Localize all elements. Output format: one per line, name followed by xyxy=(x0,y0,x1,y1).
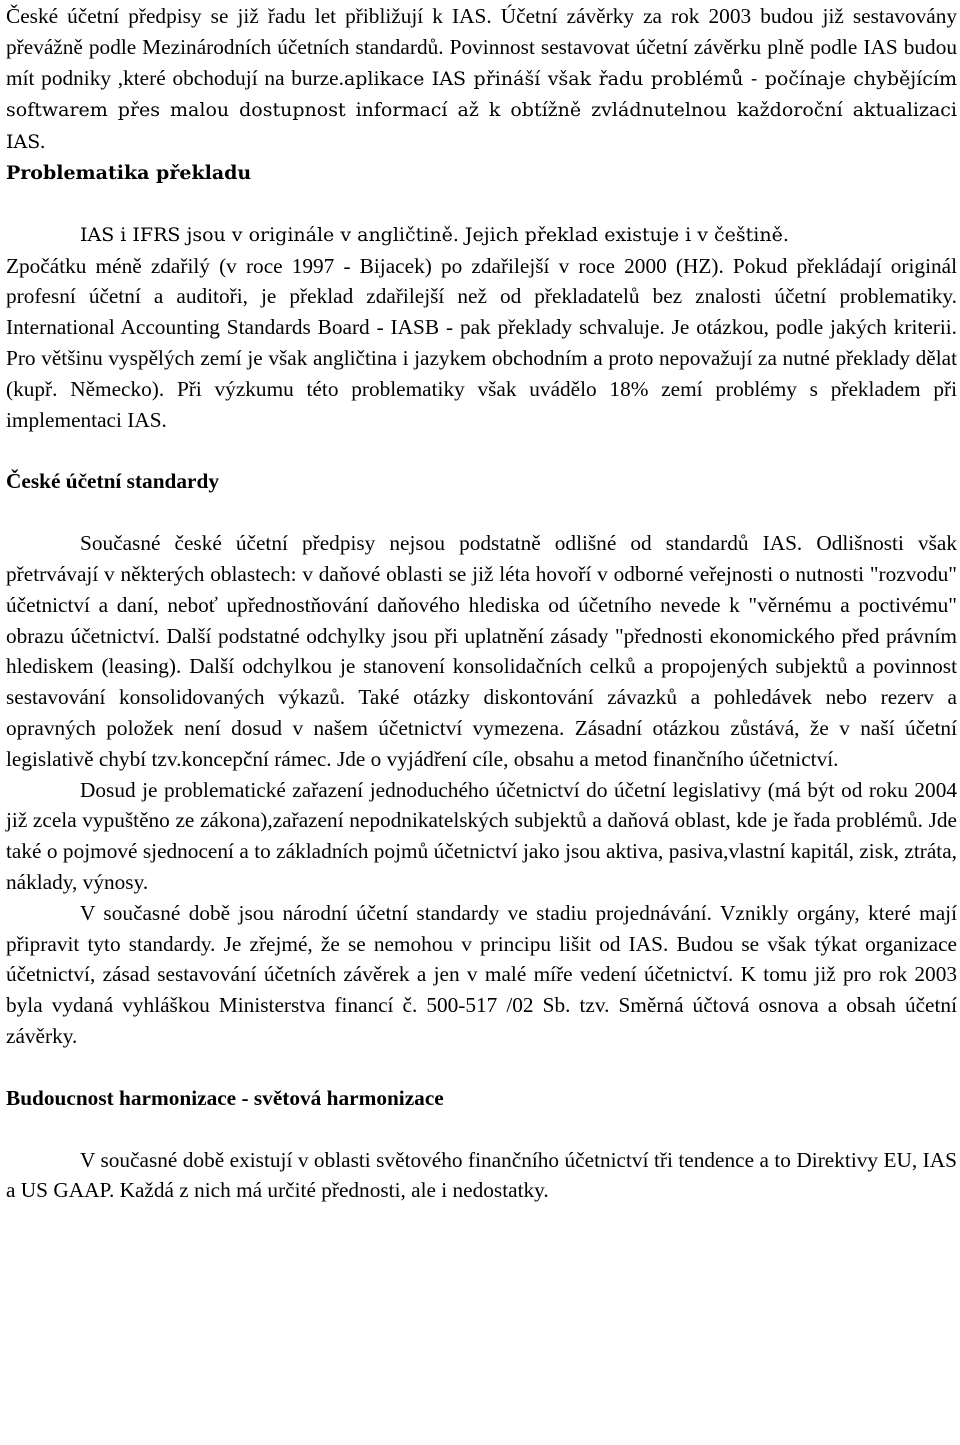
document-page xyxy=(0,1,960,1445)
translation-body-paragraph: Zpočátku méně zdařilý (v roce 1997 - Bijacek) po zdařilejší v roce 2000 (HZ). Pokud překládají originál profesní účetní a auditoři, je překlad zdařilejší než od překladatelů bez znalosti účetní problematiky. International Accounting Standards Board - IASB - pak překlady schvaluje. Je otázkou, podle jakých kriterii. Pro většinu vyspělých zemí je však angličtina i jazykem obchodním a proto nepovažují za nutné překlady dělat (kupř. Německo). Při výzkumu této problematiky však uvádělo 18% zemí problémy s překladem při implementaci IAS. xyxy=(6,253,957,432)
czech-standards-paragraph-1: Současné české účetní předpisy nejsou podstatně odlišné od standardů IAS. Odlišnosti však přetrvávají v některých oblastech: v daňové oblasti se již léta hovoří v odborné veřejnosti o nutnosti "rozvodu" účetnictví a daní, neboť upřednostňování daňového hlediska od účetního nevede k "věrnému a poctivému" obrazu účetnictví. Další podstatné odchylky jsou při uplatnění zásady "přednosti ekonomického před právním hlediskem (leasing). Další odchylkou je stanovení konsolidačních celků a propojených subjektů a povinnost sestavování konsolidovaných výkazů. Také otázky diskontování závazků a pohledávek nebo rezerv a opravných položek není dosud v našem účetnictví vymezena. Zásadní otázkou zůstává, že v naší účetní legislativě chybí tzv.koncepční rámec. Jde o vyjádření cíle, obsahu a metod finančního účetnictví. xyxy=(6,531,957,771)
intro-text-part2: aplikace IAS přináší však řadu problémů - počínaje chybějícím softwarem přes malou dostupnost informací až k obtížně zvládnutelnou každoroční aktualizaci IAS. xyxy=(6,67,957,154)
section-heading-harmonization: Budoucnost harmonizace - světová harmonizace xyxy=(6,1085,444,1110)
section-heading-czech-standards: České účetní standardy xyxy=(6,469,219,494)
czech-standards-paragraph-3: V současné době jsou národní účetní standardy ve stadiu projednávání. Vznikly orgány, které mají připravit tyto standardy. Je zřejmé, že se nemohou v principu lišit od IAS. Budou se však týkat organizace účetnictví, zásad sestavování účetních závěrek a jen v malé míře vedení účetnictví. K tomu již pro rok 2003 byla vydaná vyhláškou Ministerstva financí č. 500-517 /02 Sb. tzv. Směrná účtová osnova a obsah účetní závěrky. xyxy=(6,900,957,1048)
translation-lead-paragraph: IAS i IFRS jsou v originále v angličtině. Jejich překlad existuje i v češtině. xyxy=(80,223,789,246)
harmonization-paragraph: V současné době existují v oblasti světového finančního účetnictví tři tendence a to Direktivy EU, IAS a US GAAP. Každá z nich má určité přednosti, ale i nedostatky. xyxy=(6,1147,957,1203)
czech-standards-paragraph-2: Dosud je problematické zařazení jednoduchého účetnictví do účetní legislativy (má být od roku 2004 již zcela vypuštěno ze zákona),zařazení nepodnikatelských subjektů a daňová oblast, kde je řada problémů. Jde také o pojmové sjednocení a to základních pojmů účetnictví jako jsou aktiva, pasiva,vlastní kapitál, zisk, ztráta, náklady, výnosy. xyxy=(6,777,957,894)
intro-paragraph xyxy=(6,1,957,158)
section-heading-translation: Problematika překladu xyxy=(6,161,252,184)
intro-text-part1: České účetní předpisy se již řadu let přibližují k IAS. Účetní závěrky za rok 2003 budou již sestavovány převážně podle Mezinárodních účetních standardů. Povinnost sestavovat účetní závěrku plně podle IAS budou mít podniky ,které obchodují na burze. xyxy=(6,4,957,90)
